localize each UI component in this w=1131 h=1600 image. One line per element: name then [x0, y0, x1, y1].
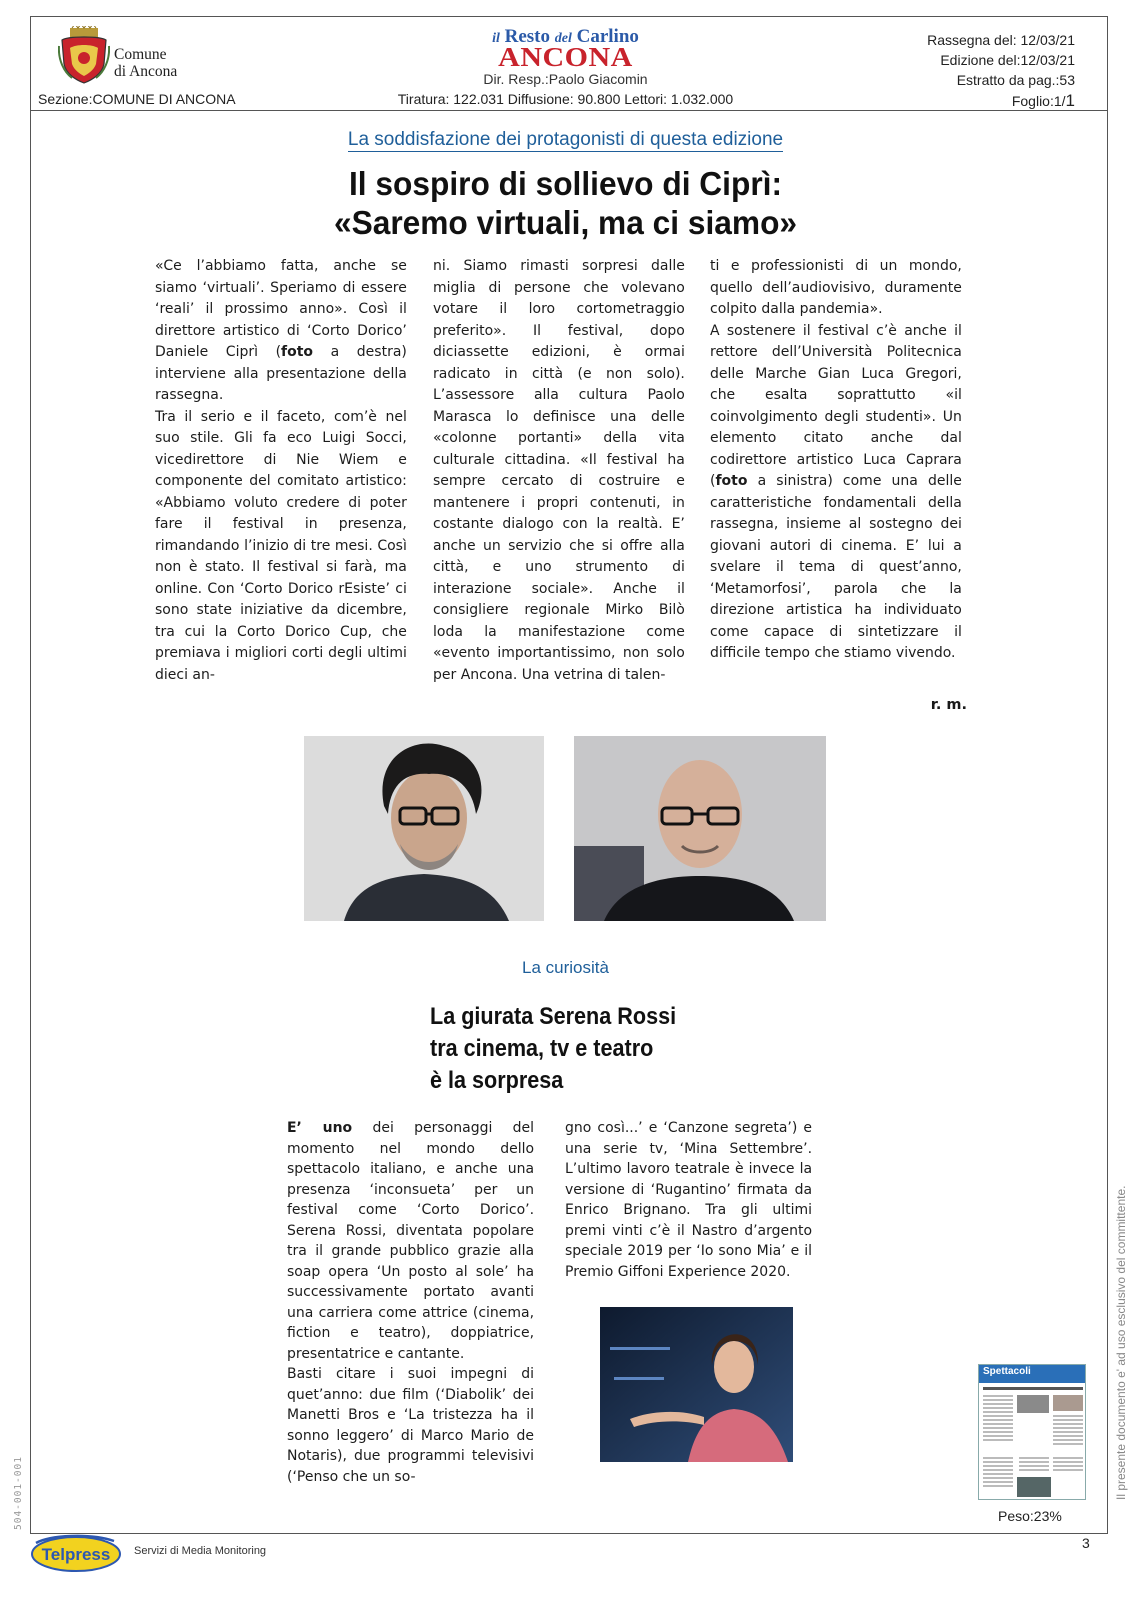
edizione-date: Edizione del:12/03/21	[940, 52, 1075, 68]
thumbnail-section: Spettacoli	[983, 1366, 1031, 1377]
comune-line2: di Ancona	[114, 63, 178, 80]
article1-col1-text-c: Tra il serio e il faceto, com’è nel suo stile. Gli fa eco Luigi Socci, vicedirettore di Nie Wiem e componente del comitato artistico: «Abbiamo voluto credere di poter fare il festival in presenza, rimandando l’inizio di tre mesi. Così non è stato. Il festival si farà, ma online. Con ‘Corto Dorico rEsiste’ ci sono state iniziative da dicembre, tra cui la Corto Dorico Cup, che premiava i migliori corti degli ultimi dieci an-	[155, 408, 407, 683]
masthead-del: del	[554, 31, 572, 46]
foglio-count	[1012, 91, 1075, 111]
page-frame	[30, 16, 1108, 1534]
header-divider	[30, 110, 1108, 111]
usage-notice: Il presente documento e' ad uso esclusivo del committente.	[1114, 1185, 1128, 1500]
article2-title-line3: è la sorpresa	[430, 1067, 564, 1094]
director-line: Dir. Resp.:Paolo Giacomin	[483, 71, 648, 87]
page-number: 3	[1082, 1535, 1090, 1551]
foglio-label: Foglio:1/	[1011, 93, 1066, 109]
article1-col3-text-b: A sostenere il festival c’è anche il rettore dell’Università Politecnica delle Marche Gian Luca Gregori, che esalta soprattutto «il coinvolgimento degli studenti». Un elemento citato anche dal codirettore artistico Luca Caprara (	[710, 322, 962, 489]
masthead-name: Resto	[504, 26, 551, 47]
article2-kicker: La curiosità	[522, 958, 609, 977]
photo-serena-rossi	[600, 1307, 793, 1462]
article1-col1-foto: foto	[281, 344, 314, 360]
article1-col3-text-a: ti e professionisti di un mondo, quello dell’audiovisivo, duramente colpito dalla pandemia».	[710, 258, 962, 317]
sezione-label: Sezione:COMUNE DI ANCONA	[38, 91, 236, 107]
article2-column2: gno così...’ e ‘Canzone segreta’) e una serie tv, ‘Mina Settembre’. L’ultimo lavoro teatrale è invece la versione di ‘Rugantino’ firmata da Enrico Brignano. Tra gli ultimi premi vinti c’è il Nastro d’argento speciale 2019 per ‘Io sono Mia’ e il Premio Giffoni Experience 2020.	[565, 1120, 813, 1280]
comune-line1: Comune	[114, 46, 167, 63]
article1-col1-text-a: «Ce l’abbiamo fatta, anche se siamo ‘virtuali’. Speriamo di essere ‘reali’ il prossimo anno». Così il direttore artistico di ‘Corto Dorico’ Daniele Ciprì (	[155, 258, 407, 360]
article1-title-line2: «Saremo virtuali, ma ci siamo»	[333, 204, 798, 241]
article1-col1-text-b: a destra) interviene alla presentazione della rassegna.	[155, 344, 407, 403]
masthead-name2: Carlino	[576, 26, 639, 47]
article1-col3-foto: foto	[715, 473, 748, 489]
article1-signature: r. m.	[930, 697, 967, 713]
article2-col1-text-b: Basti citare i suoi impegni di quet’anno: due film (‘Diabolik’ dei Manetti Bros e ‘La tristezza ha il sonno leggero’ di Marco Mario de Notaris), due programmi televisivi (‘Penso che un so-	[287, 1366, 535, 1485]
article1-column1	[155, 256, 407, 686]
circulation-line: Tiratura: 122.031 Diffusione: 90.800 Lettori: 1.032.000	[397, 91, 734, 107]
logo-text: Telpress	[41, 1545, 111, 1564]
foglio-total: 1	[1065, 91, 1075, 110]
article1-title-line1: Il sospiro di sollievo di Ciprì:	[348, 165, 783, 202]
article2-title-line2: tra cinema, tv e teatro	[430, 1035, 654, 1062]
article2-column1	[287, 1118, 534, 1487]
article1-col3-text-c: a sinistra) come una delle caratteristiche fondamentali della rassegna, insieme al sostegno dei giovani autori di cinema. E’ lui a svelare il tema di quest’anno, ‘Metamorfosi’, parola che la direzione artistica ha individuato come capace di sintetizzare il difficile tempo che stiamo vivendo.	[710, 473, 962, 661]
photo-luca-caprara	[304, 736, 544, 921]
article2-lead: E’ uno	[287, 1120, 353, 1136]
masthead-prefix: il	[492, 31, 500, 46]
page-thumbnail	[978, 1364, 1086, 1500]
article2-title-line1: La giurata Serena Rossi	[430, 1003, 677, 1030]
article2-col1-text-a: dei personaggi del momento nel mondo dello spettacolo italiano, e anche una presenza ‘inconsueta’ per un festival come ‘Corto Dorico’. Serena Rossi, diventata popolare tra il grande pubblico grazie alla soap opera ‘Un posto al sole’ ha successivamente portato avanti una carriera come attrice (cinema, fiction e teatro), doppiatrice, presentatrice e cantante.	[287, 1120, 535, 1362]
document-code: 504-001-001	[13, 1456, 24, 1530]
article1-kicker	[0, 129, 1131, 151]
masthead-city: ANCONA	[498, 42, 633, 73]
article1-column2: ni. Siamo rimasti sorpresi dalle miglia di persone che volevano votare il loro cortometraggio preferito». Il festival, dopo diciassette edizioni, è ormai radicato in città (e non solo). L’assessore alla cultura Paolo Marasca lo definisce una delle «colonne portanti» della vita culturale cittadina. «Il festival ha sempre cercato di costruire e mantenere i propri contenuti, in costante dialogo con la realtà. E’ anche un servizio che si offre alla città, e uno strumento di interazione sociale». Anche il consigliere regionale Mirko Bilò loda la manifestazione come «evento importantissimo, non solo per Ancona. Una vetrina di talen-	[433, 258, 685, 683]
article1-column3	[710, 256, 962, 665]
servizi-label: Servizi di Media Monitoring	[134, 1545, 267, 1557]
article1-kicker-text: La soddisfazione dei protagonisti di questa edizione	[347, 129, 784, 150]
rassegna-date: Rassegna del: 12/03/21	[927, 32, 1075, 48]
telpress-logo	[30, 1533, 122, 1573]
photo-daniele-cipri	[574, 736, 826, 921]
peso-percentage: Peso:23%	[998, 1508, 1062, 1524]
estratto-page: Estratto da pag.:53	[956, 72, 1075, 88]
